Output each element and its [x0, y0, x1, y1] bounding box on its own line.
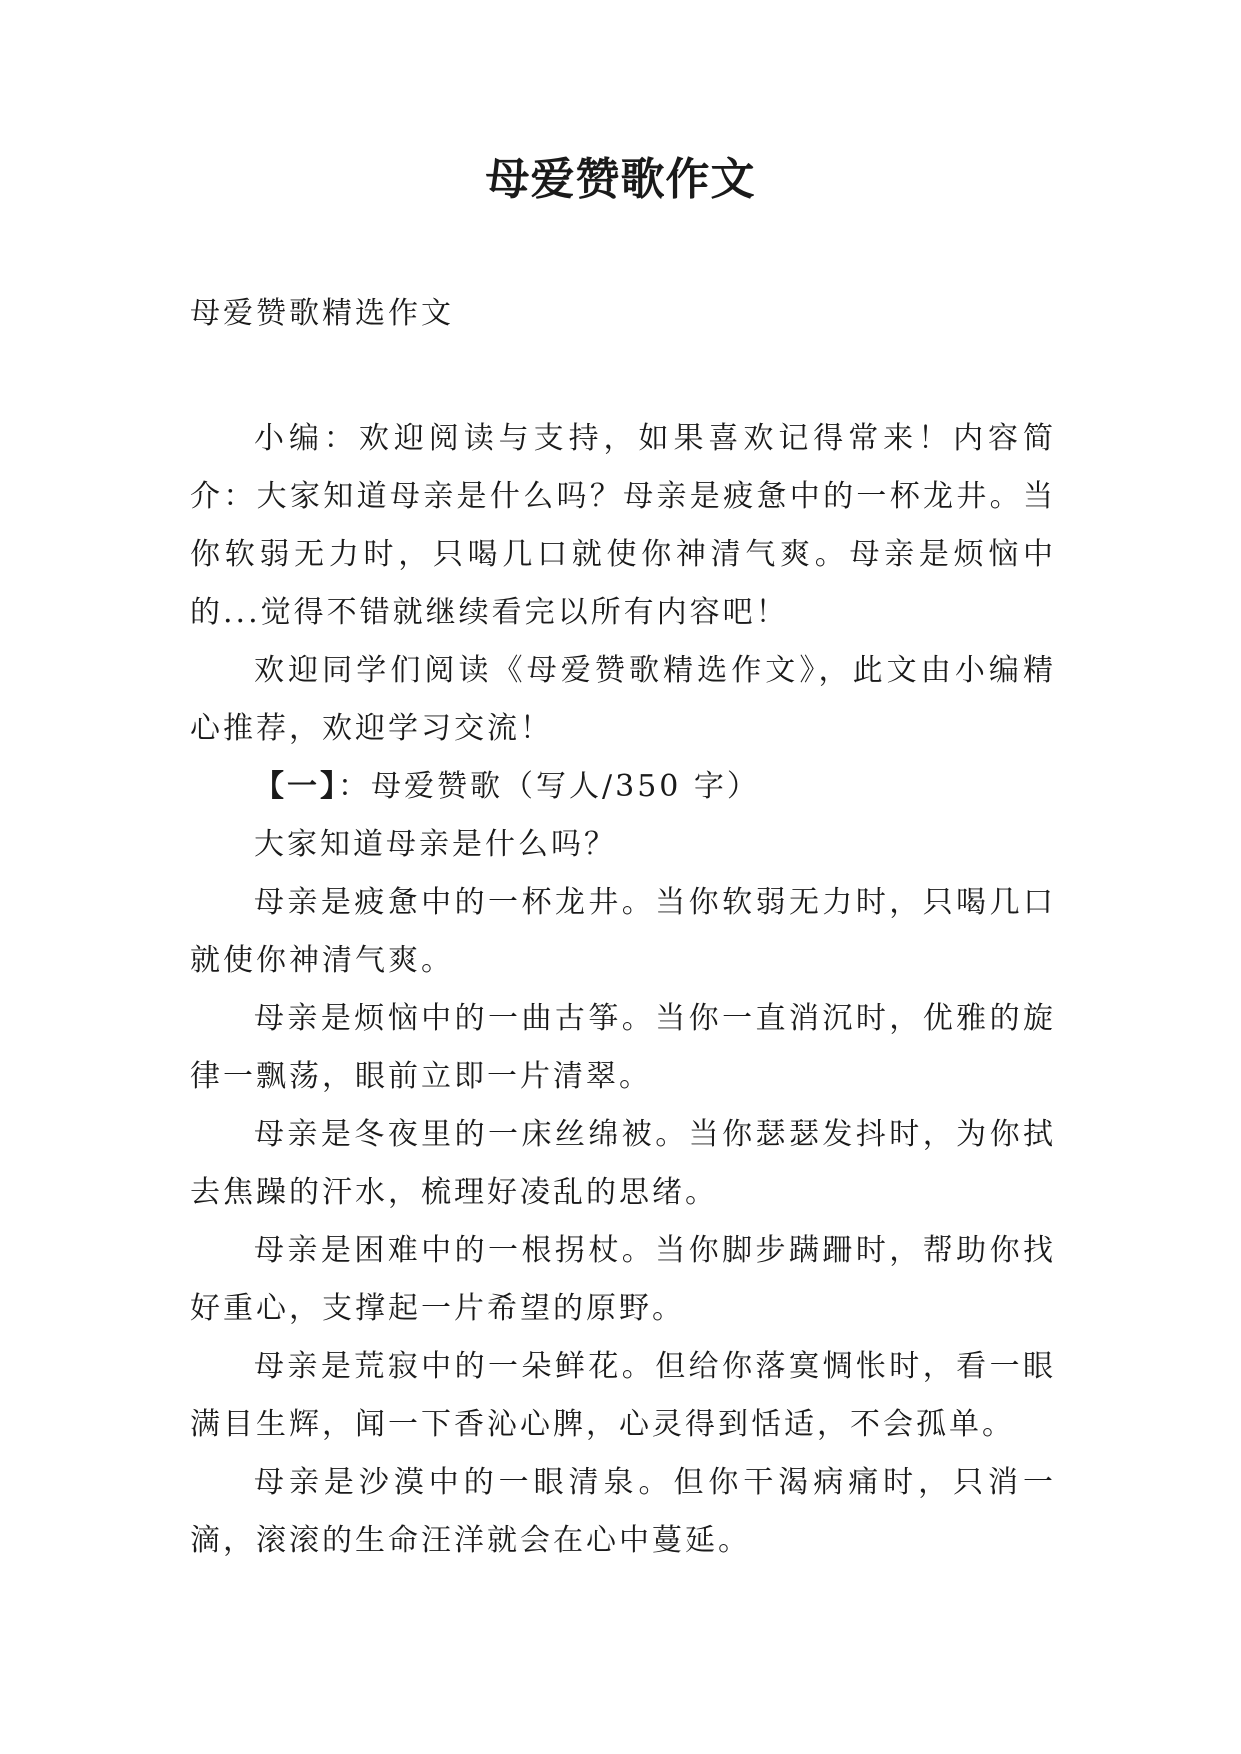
body-paragraph: 母亲是冬夜里的一床丝绵被。当你瑟瑟发抖时，为你拭去焦躁的汗水，梳理好凌乱的思绪。 — [190, 1117, 1056, 1210]
body-paragraph: 母亲是沙漠中的一眼清泉。但你干渴病痛时，只消一滴，滚滚的生命汪洋就会在心中蔓延。 — [190, 1465, 1056, 1558]
body-paragraph: 母亲是烦恼中的一曲古筝。当你一直消沉时，优雅的旋律一飘荡，眼前立即一片清翠。 — [190, 1001, 1056, 1094]
body-paragraph: 大家知道母亲是什么吗？ — [254, 827, 617, 862]
document-body — [190, 410, 1056, 1570]
body-paragraph: 母亲是疲惫中的一杯龙井。当你软弱无力时，只喝几口就使你神清气爽。 — [190, 885, 1056, 978]
body-paragraph: 母亲是荒寂中的一朵鲜花。但给你落寞惆怅时，看一眼满目生辉，闻一下香沁心脾，心灵得到恬适，不会孤单。 — [190, 1349, 1056, 1442]
intro-paragraph: 欢迎同学们阅读《母爱赞歌精选作文》，此文由小编精心推荐，欢迎学习交流！ — [190, 653, 1056, 746]
body-paragraph: 母亲是困难中的一根拐杖。当你脚步蹒跚时，帮助你找好重心，支撑起一片希望的原野。 — [190, 1233, 1056, 1326]
intro-paragraph: 小编：欢迎阅读与支持，如果喜欢记得常来！内容简介：大家知道母亲是什么吗？母亲是疲惫中的一杯龙井。当你软弱无力时，只喝几口就使你神清气爽。母亲是烦恼中的...觉得不错就继续看完以所有内容吧！ — [190, 421, 1056, 630]
section-marker: 【一】 — [254, 769, 338, 804]
document-subtitle: 母爱赞歌精选作文 — [190, 296, 454, 331]
document-title: 母爱赞歌作文 — [485, 154, 756, 205]
section-heading — [190, 758, 1056, 816]
section-heading-text: ：母爱赞歌（写人/350 字） — [338, 769, 760, 804]
